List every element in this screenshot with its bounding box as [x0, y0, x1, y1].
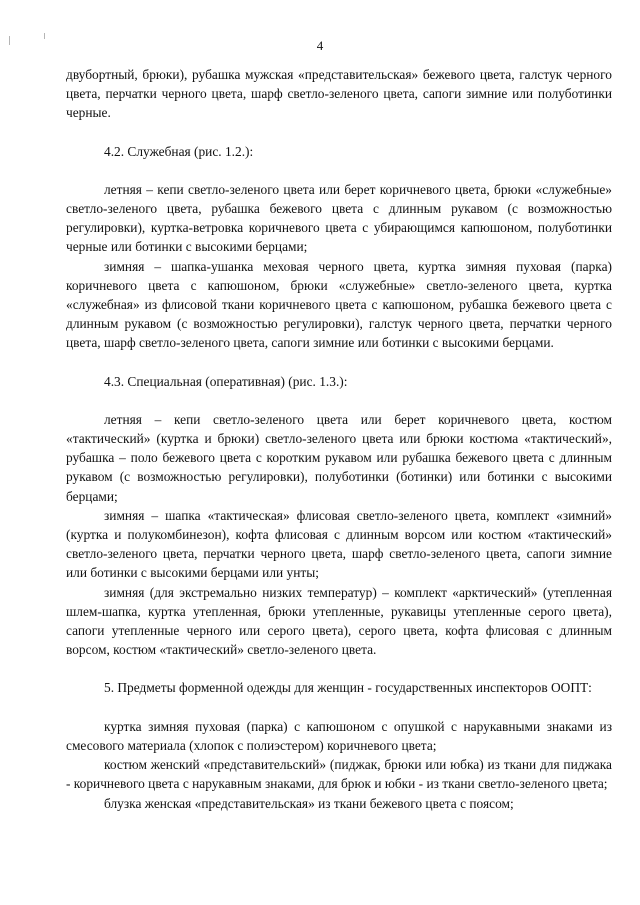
section-heading-4-2: 4.2. Служебная (рис. 1.2.):: [104, 143, 254, 159]
section-heading-4-3: 4.3. Специальная (оперативная) (рис. 1.3.):: [104, 373, 348, 389]
paragraph-winter-extreme: зимняя (для экстремально низких температур) – комплект «арктический» (утепленная шлем-шапка, куртка утепленная, брюки утепленные, рукавицы утепленные серого цвета), сапоги утепленные черного или серого цвета), серого цвета, кофта флисовая с длинным ворсом, костюм «тактический» светло-зеленого цвета.: [66, 584, 612, 658]
section-heading-5: 5. Предметы форменной одежды для женщин - государственных инспекторов ООПТ:: [104, 680, 592, 696]
paragraph-continuation: двубортный, брюки), рубашка мужская «представительская» бежевого цвета, галстук черного цвета, перчатки черного цвета, шарф светло-зеленого цвета, сапоги зимние или полуботинки черные.: [66, 67, 612, 121]
paragraph-winter-service: зимняя – шапка-ушанка меховая черного цвета, куртка зимняя пуховая (парка) коричневого цвета с капюшоном, брюки «служебные» светло-зеленого цвета, куртка «служебная» из флисовой ткани коричневого цвета с капюшоном, рубашка бежевого цвета с длинным рукавом (с возможностью регулировки), галстук черного цвета, перчатки черного цвета, шарф светло-зеленого цвета, сапоги зимние или ботинки с высокими берцами.: [66, 258, 612, 351]
paragraph-women-suit: костюм женский «представительский» (пиджак, брюки или юбка) из ткани для пиджака - коричневого цвета с нарукавным знаками, для брюк и юбки - из ткани светло-зеленого цвета;: [66, 757, 612, 792]
paragraph-summer-special: летняя – кепи светло-зеленого цвета или берет коричневого цвета, костюм «тактический» (куртка и брюки) светло-зеленого цвета или брюки костюма «тактический», рубашка – поло бежевого цвета с коротким рукавом или рубашка бежевого цвета с длинным рукавом (с возможностью регулировки), полуботинки (ботинки) или ботинки с высокими берцами;: [66, 411, 612, 504]
document-body: [66, 65, 612, 813]
page-number: 4: [316, 38, 324, 53]
paragraph-women-parka: куртка зимняя пуховая (парка) с капюшоном с опушкой с нарукавными знаками из смесового материала (хлопок с полиэстером) коричневого цвета;: [66, 718, 612, 753]
paragraph-women-blouse: блузка женская «представительская» из ткани бежевого цвета с поясом;: [104, 795, 514, 811]
paragraph-winter-special: зимняя – шапка «тактическая» флисовая светло-зеленого цвета, комплект «зимний» (куртка и полукомбинезон), кофта флисовая с длинным ворсом или костюм «тактический» светло-зеленого цвета, перчатки черного цвета, шарф светло-зеленого цвета, сапоги зимние или ботинки с высокими берцами или унты;: [66, 507, 612, 581]
paragraph-summer-service: летняя – кепи светло-зеленого цвета или берет коричневого цвета, брюки «служебные» светло-зеленого цвета, рубашка бежевого цвета с длинным рукавом (с возможностью регулировки), куртка-ветровка коричневого цвета с убирающимся капюшоном, полуботинки черные или ботинки с высокими берцами;: [66, 181, 612, 255]
